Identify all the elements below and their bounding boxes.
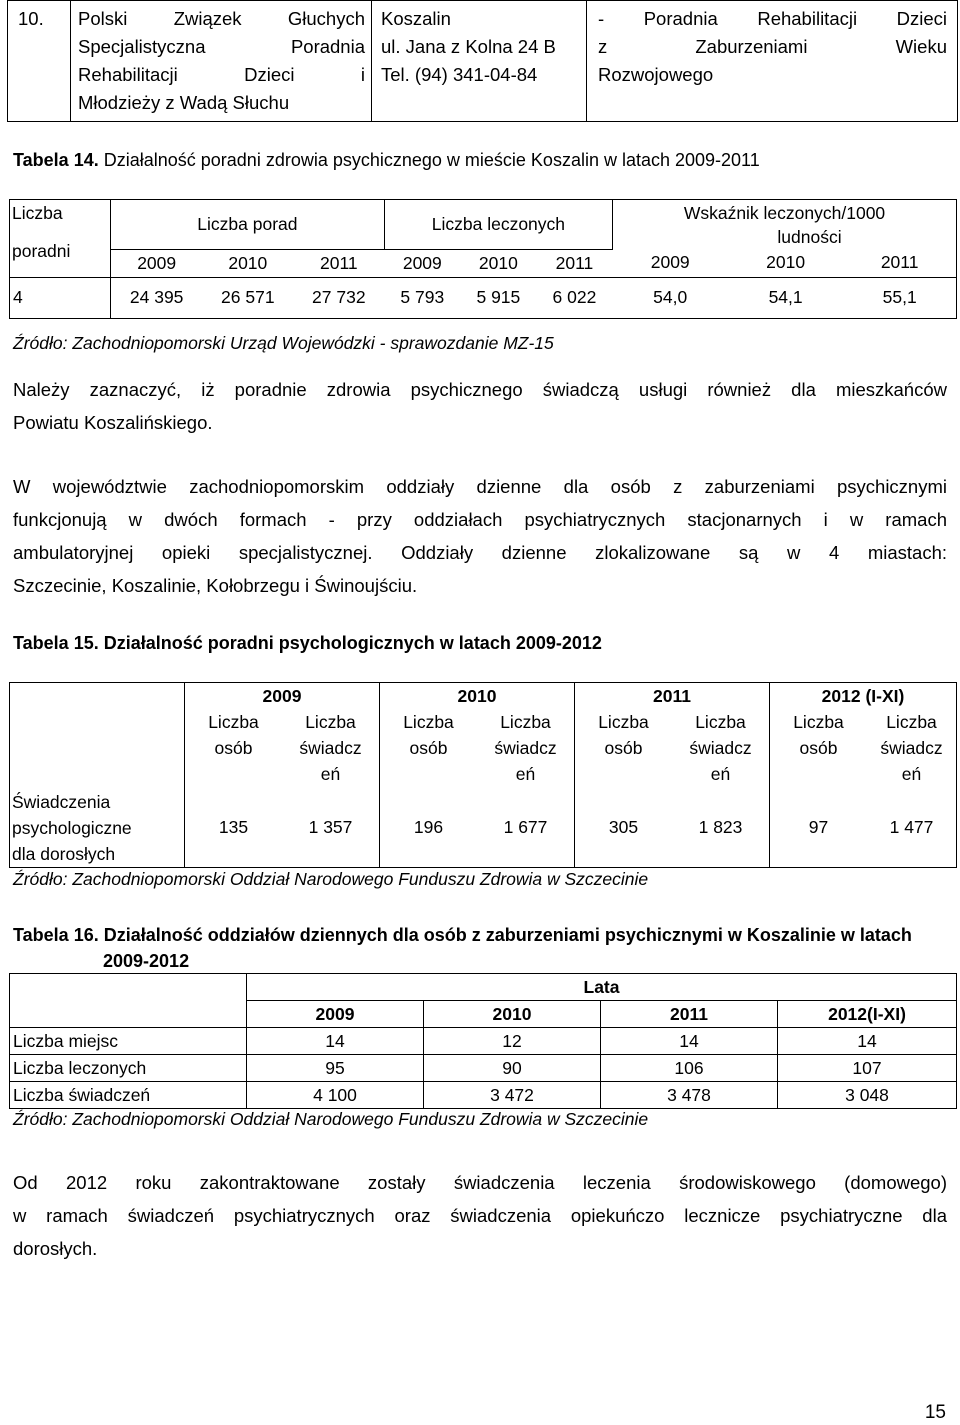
table14-source: Źródło: Zachodniopomorski Urząd Wojewódzki - sprawozdanie MZ-15 <box>13 333 554 353</box>
data-cell: 97 <box>770 787 868 868</box>
subheader-swiadczen: Liczba świadcz eń <box>494 712 557 784</box>
subheader-swiadczen: Liczba świadcz eń <box>867 709 957 787</box>
subheader-osob: Liczba osób <box>575 709 673 787</box>
year-header: 2011 <box>601 1001 778 1028</box>
table-header-row <box>10 200 957 250</box>
data-cell: 1 677 <box>477 787 575 868</box>
header-poradni: Liczba poradni <box>10 200 111 278</box>
data-cell: 107 <box>778 1055 957 1082</box>
data-cell: 196 <box>380 787 478 868</box>
data-cell: 54,0 <box>613 277 728 318</box>
year-header: 2009 <box>185 683 380 710</box>
data-cell: 135 <box>185 787 283 868</box>
year-cell: 2011 <box>843 249 956 277</box>
data-cell: 4 100 <box>247 1082 424 1109</box>
table-row <box>8 1 958 122</box>
data-cell: 14 <box>247 1028 424 1055</box>
year-cell: 2010 <box>228 252 268 273</box>
data-cell: 4 <box>10 277 111 318</box>
year-header: 2009 <box>247 1001 424 1028</box>
year-header: 2012 (I-XI) <box>770 683 957 710</box>
year-cell: 2009 <box>650 252 690 273</box>
data-cell: 12 <box>424 1028 601 1055</box>
table-header-row <box>10 683 957 710</box>
subheader-osob: Liczba osób <box>380 709 478 787</box>
table15 <box>9 682 957 868</box>
data-cell: 305 <box>575 787 673 868</box>
data-cell: 24 395 <box>111 277 203 318</box>
year-cell: 2009 <box>137 252 177 273</box>
subheader-swiadczen: Liczba świadcz eń <box>299 712 362 784</box>
data-cell: 5 915 <box>460 277 536 318</box>
year-cell: 2010 <box>478 252 518 273</box>
row-label: Świadczenia psychologiczne dla dorosłych <box>10 683 185 868</box>
data-cell: 6 022 <box>536 277 612 318</box>
header-lata: Lata <box>247 974 957 1001</box>
row-label: Liczba miejsc <box>10 1028 247 1055</box>
table14 <box>9 199 957 319</box>
data-cell: 14 <box>601 1028 778 1055</box>
table16-caption: Tabela 16. Działalność oddziałów dziennych dla osób z zaburzeniami psychicznymi w Koszalinie w latach 2009-2012 <box>13 925 912 971</box>
header-porad: Liczba porad <box>111 200 385 250</box>
year-header: 2012(I-XI) <box>778 1001 957 1028</box>
paragraph-1: Należy zaznaczyć, iż poradnie zdrowia psychicznego świadczą usługi również dla mieszkańców Powiatu Koszalińskiego. <box>13 379 947 433</box>
year-cell: 2011 <box>555 252 594 273</box>
table-row <box>10 1082 957 1109</box>
data-cell: 54,1 <box>728 277 843 318</box>
data-cell: 14 <box>778 1028 957 1055</box>
table16 <box>9 973 957 1109</box>
data-cell: 95 <box>247 1055 424 1082</box>
institution-address: Koszalin ul. Jana z Kolna 24 B Tel. (94) 341-04-84 <box>372 1 587 122</box>
data-cell: 55,1 <box>843 277 956 318</box>
table-row <box>10 1028 957 1055</box>
subheader-osob: Liczba osób <box>185 709 283 787</box>
table-header-row <box>10 974 957 1001</box>
year-cell: 2011 <box>319 252 358 273</box>
data-cell: 3 472 <box>424 1082 601 1109</box>
table15-caption: Tabela 15. Działalność poradni psychologicznych w latach 2009-2012 <box>13 633 602 653</box>
data-cell: 1 477 <box>867 787 957 868</box>
data-cell: 3 478 <box>601 1082 778 1109</box>
row-label: Liczba świadczeń <box>10 1082 247 1109</box>
row-number: 10. <box>8 1 71 122</box>
empty-header <box>10 974 247 1028</box>
data-cell: 26 571 <box>202 277 293 318</box>
institutions-table <box>7 0 958 122</box>
year-cell: 2010 <box>766 252 806 273</box>
page-number: 15 <box>924 1402 946 1423</box>
year-header: 2010 <box>380 683 575 710</box>
table14-caption: Tabela 14. Działalność poradni zdrowia psychicznego w mieście Koszalin w latach 2009-2011 <box>13 150 760 170</box>
table-row <box>10 1055 957 1082</box>
header-wskaznik: Wskaźnik leczonych/1000 ludności <box>613 200 957 250</box>
data-cell: 5 793 <box>384 277 460 318</box>
row-label: Liczba leczonych <box>10 1055 247 1082</box>
paragraph-2: W województwie zachodniopomorskim oddziały dzienne dla osób z zaburzeniami psychicznymi funkcjonują w dwóch formach - przy oddziałach psychiatrycznych stacjonarnych i w ramach ambulatoryjnej opieki specjalistycznej. Oddziały dzienne zlokalizowane są w 4 miastach: Szczecinie, Koszalinie, Kołobrzegu i Świnoujściu. <box>13 476 947 596</box>
subheader-osob: Liczba osób <box>770 709 868 787</box>
data-cell: 90 <box>424 1055 601 1082</box>
paragraph-3: Od 2012 roku zakontraktowane zostały świadczenia leczenia środowiskowego (domowego) w ramach świadczeń psychiatrycznych oraz świadczenia opiekuńczo lecznicze psychiatryczne dla dorosłych. <box>13 1172 947 1259</box>
data-cell: 1 823 <box>672 787 770 868</box>
table-years-row <box>10 249 957 277</box>
data-cell: 106 <box>601 1055 778 1082</box>
data-cell: 27 732 <box>293 277 384 318</box>
institution-name: Polski Związek Głuchych Specjalistyczna Poradnia Rehabilitacji Dzieci i Młodzieży z Wadą Słuchu <box>71 1 372 122</box>
table-row <box>10 277 957 318</box>
data-cell: 1 357 <box>282 787 380 868</box>
table15-source: Źródło: Zachodniopomorski Oddział Narodowego Funduszu Zdrowia w Szczecinie <box>13 869 649 889</box>
year-header: 2010 <box>424 1001 601 1028</box>
institution-services: - Poradnia Rehabilitacji Dzieci z Zaburzeniami Wieku Rozwojowego <box>587 1 958 122</box>
table16-source: Źródło: Zachodniopomorski Oddział Narodowego Funduszu Zdrowia w Szczecinie <box>13 1109 649 1129</box>
year-header: 2011 <box>575 683 770 710</box>
subheader-swiadczen: Liczba świadcz eń <box>689 712 752 784</box>
year-cell: 2009 <box>402 252 442 273</box>
data-cell: 3 048 <box>778 1082 957 1109</box>
header-leczonych: Liczba leczonych <box>384 200 612 250</box>
